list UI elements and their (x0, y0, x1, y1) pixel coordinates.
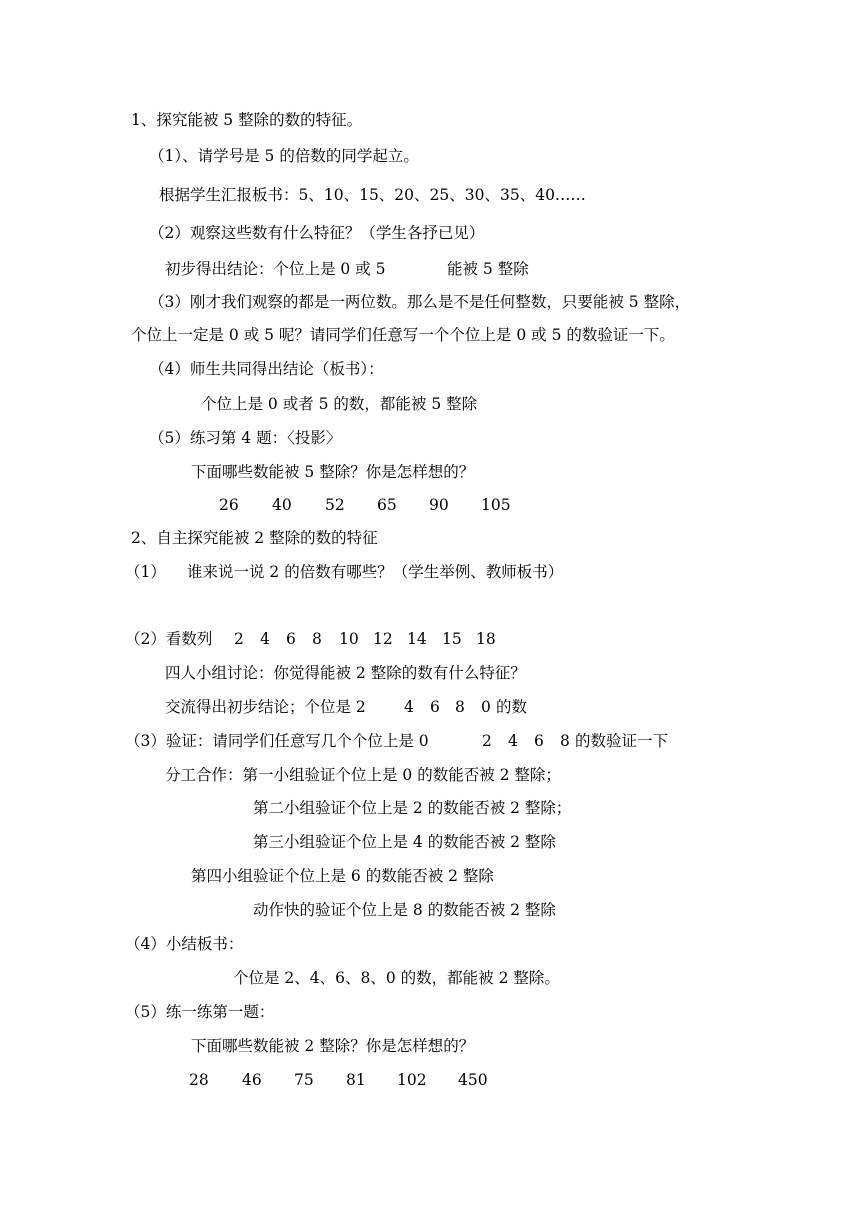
digit-item: 6 (534, 732, 544, 750)
number-item: 105 (481, 496, 511, 514)
number-item: 46 (242, 1071, 262, 1089)
task-group-4: 第四小组验证个位上是 6 的数能否被 2 整除 (191, 867, 494, 885)
task-group-2: 第二小组验证个位上是 2 的数能否被 2 整除； (253, 799, 572, 817)
number-item: 40 (272, 496, 292, 514)
step-2-4: （4）小结板书： (125, 935, 244, 953)
conclusion-div-2: 个位是 2、4、6、8、0 的数，都能被 2 整除。 (233, 969, 560, 987)
sequence-item: 18 (476, 630, 496, 648)
digit-item: 8 (560, 732, 570, 750)
sequence-item: 12 (373, 630, 393, 648)
step-2-1: 谁来说一说 2 的倍数有哪些？（学生举例、教师板书） (187, 563, 564, 581)
number-sequence (0, 628, 860, 650)
preliminary-conclusion-tail: 能被 5 整除 (447, 260, 529, 278)
digit-item: 4 (404, 698, 414, 716)
number-item: 52 (325, 496, 345, 514)
exchange-conclusion-tail: 的数 (496, 698, 528, 716)
conclusion-digits (0, 696, 860, 718)
step-1-2: （2）观察这些数有什么特征？（学生各抒已见） (149, 224, 485, 242)
step-2-2-label: （2）看数列 (125, 630, 213, 648)
sequence-item: 6 (286, 630, 296, 648)
step-2-5: （5）练一练第一题： (125, 1003, 275, 1021)
step-2-1-label: （1） (125, 563, 166, 581)
number-item: 90 (429, 496, 449, 514)
number-item: 26 (219, 496, 239, 514)
number-item: 81 (346, 1071, 366, 1089)
exchange-conclusion: 交流得出初步结论；个位是 2 (165, 698, 366, 716)
number-item: 102 (397, 1071, 427, 1089)
task-group-fast: 动作快的验证个位上是 8 的数能否被 2 整除 (253, 901, 556, 919)
numbers-list-div-2 (0, 1069, 860, 1091)
question-div-2: 下面哪些数能被 2 整除？你是怎样想的？ (191, 1037, 475, 1055)
number-item: 65 (377, 496, 397, 514)
task-group-1: 分工合作：第一小组验证个位上是 0 的数能否被 2 整除； (165, 766, 561, 784)
digit-item: 2 (482, 732, 492, 750)
number-item: 75 (294, 1071, 314, 1089)
sequence-item: 4 (260, 630, 270, 648)
number-item: 28 (189, 1071, 209, 1089)
sequence-item: 10 (339, 630, 359, 648)
number-item: 450 (458, 1071, 488, 1089)
step-1-5: （5）练习第 4 题：〈投影〉 (149, 429, 342, 447)
preliminary-conclusion: 初步得出结论：个位上是 0 或 5 (165, 260, 386, 278)
group-discussion: 四人小组讨论：你觉得能被 2 整除的数有什么特征？ (165, 664, 526, 682)
verify-digits (0, 730, 860, 752)
sequence-item: 8 (312, 630, 322, 648)
step-1-4: （4）师生共同得出结论（板书）： (149, 360, 384, 378)
section-2-heading: 2、自主探究能被 2 整除的数的特征 (131, 529, 378, 547)
step-1-3-line-1: （3）刚才我们观察的都是一两位数。那么是不是任何整数，只要能被 5 整除， (149, 293, 691, 311)
digit-item: 6 (430, 698, 440, 716)
step-2-3: （3）验证：请同学们任意写几个个位上是 0 (125, 732, 429, 750)
numbers-list-div-5 (0, 494, 860, 516)
sequence-item: 2 (234, 630, 244, 648)
digit-item: 0 (481, 698, 491, 716)
question-div-5: 下面哪些数能被 5 整除？你是怎样想的？ (191, 463, 475, 481)
digit-item: 8 (455, 698, 465, 716)
section-1-heading: 1、探究能被 5 整除的数的特征。 (131, 111, 363, 129)
sequence-item: 15 (442, 630, 462, 648)
sequence-item: 14 (407, 630, 427, 648)
conclusion-div-5: 个位上是 0 或者 5 的数，都能被 5 整除 (201, 395, 478, 413)
board-note-multiples-of-5: 根据学生汇报板书：5、10、15、20、25、30、35、40…… (159, 186, 586, 204)
step-1-3-line-2: 个位上一定是 0 或 5 呢？请同学们任意写一个个位上是 0 或 5 的数验证一下。 (131, 326, 675, 344)
step-1-1: （1）、请学号是 5 的倍数的同学起立。 (149, 147, 419, 165)
step-2-3-tail: 的数验证一下 (575, 732, 669, 750)
digit-item: 4 (508, 732, 518, 750)
task-group-3: 第三小组验证个位上是 4 的数能否被 2 整除 (253, 833, 556, 851)
